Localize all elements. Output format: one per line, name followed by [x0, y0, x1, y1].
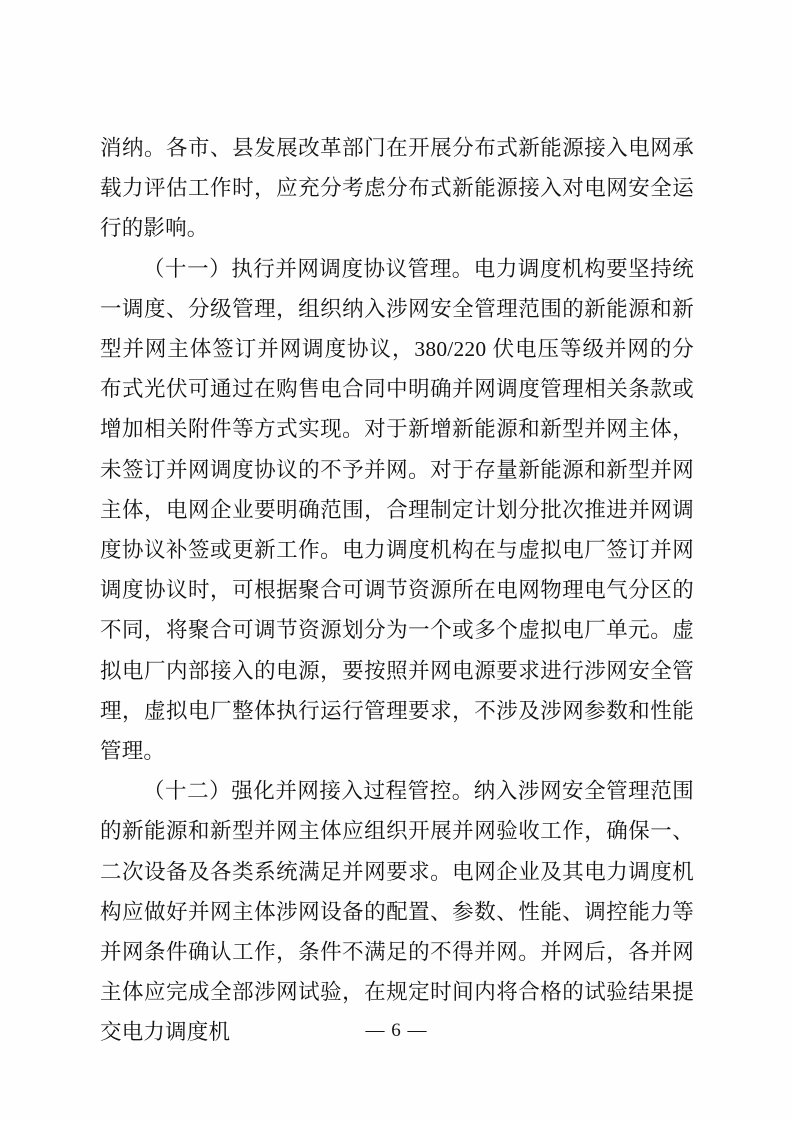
paragraph-continued: 消纳。各市、县发展改革部门在开展分布式新能源接入电网承载力评估工作时，应充分考虑分布式新能源接入对电网安全运行的影响。	[100, 136, 694, 241]
document-body	[100, 128, 694, 1053]
paragraph-item-twelve: （十二）强化并网接入过程管控。纳入涉网安全管理范围的新能源和新型并网主体应组织开展并网验收工作，确保一、二次设备及各类系统满足并网要求。电网企业及其电力调度机构应做好并网主体涉网设备的配置、参数、性能、调控能力等并网条件确认工作，条件不满足的不得并网。并网后，各并网主体应完成全部涉网试验，在规定时间内将合格的试验结果提交电力调度机	[100, 779, 694, 1045]
page-number: — 6 —	[365, 1020, 428, 1041]
paragraph-item-eleven: （十一）执行并网调度协议管理。电力调度机构要坚持统一调度、分级管理，组织纳入涉网安全管理范围的新能源和新型并网主体签订并网调度协议，380/220 伏电压等级并网的分布式光伏可通过在购售电合同中明确并网调度管理相关条款或增加相关附件等方式实现。对于新增新能源和新型并网主体，未签订并网调度协议的不予并网。对于存量新能源和新型并网主体，电网企业要明确范围，合理制定计划分批次推进并网调度协议补签或更新工作。电力调度机构在与虚拟电厂签订并网调度协议时，可根据聚合可调节资源所在电网物理电气分区的不同，将聚合可调节资源划分为一个或多个虚拟电厂单元。虚拟电厂内部接入的电源，要按照并网电源要求进行涉网安全管理，虚拟电厂整体执行运行管理要求，不涉及涉网参数和性能管理。	[100, 256, 694, 764]
